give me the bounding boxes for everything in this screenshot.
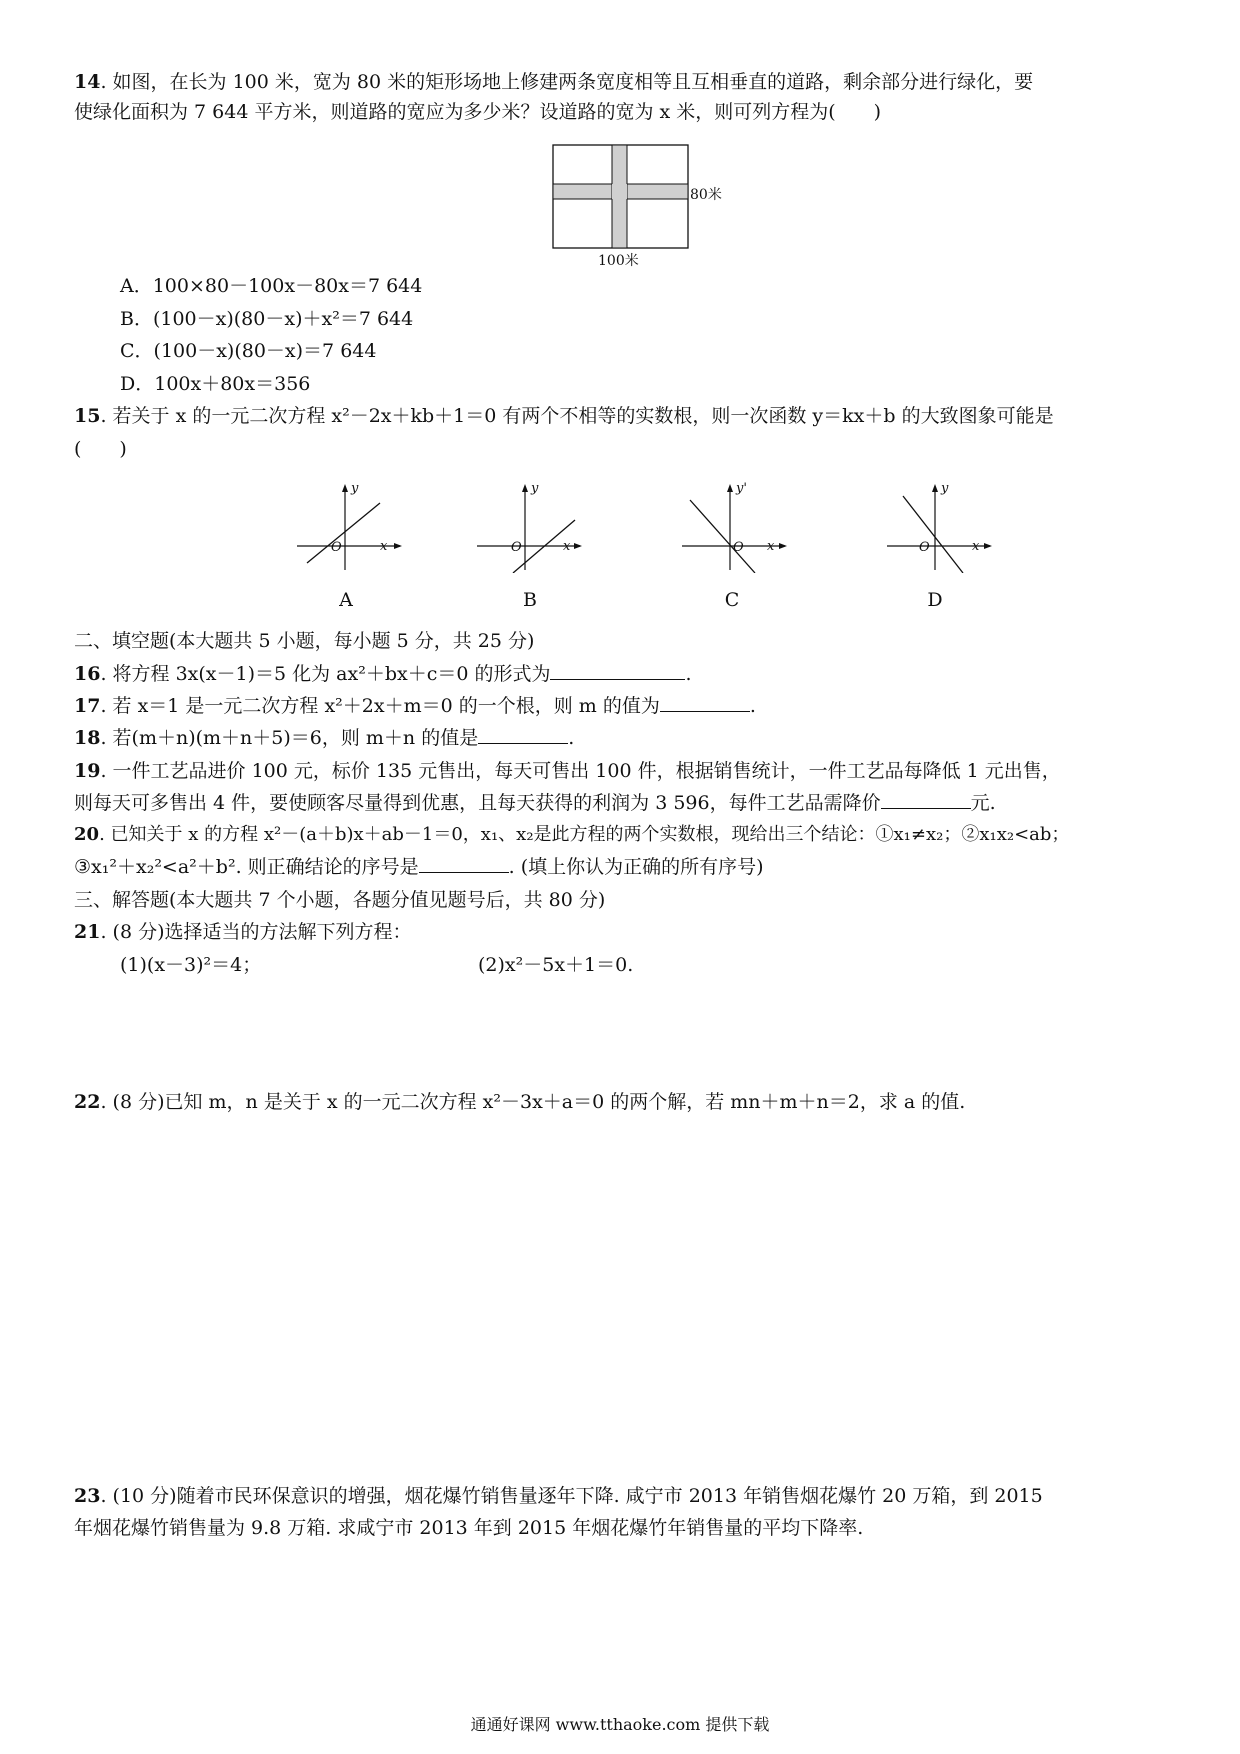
q16-tail: .	[685, 663, 692, 685]
q20-answer-blank[interactable]	[419, 854, 509, 873]
q17-text: . 若 x＝1 是一元二次方程 x²＋2x＋m＝0 的一个根，则 m 的值为	[100, 695, 660, 717]
q19-answer-blank[interactable]	[881, 790, 971, 809]
q21	[74, 918, 412, 946]
q15-graph-b-x-label: x	[563, 539, 571, 554]
q14-width-label: 80米	[690, 187, 722, 203]
q16-text: . 将方程 3x(x－1)＝5 化为 ax²＋bx＋c＝0 的形式为	[100, 663, 551, 685]
q15-graph-d-y-label: y	[941, 481, 949, 496]
q22-text: . (8 分)已知 m，n 是关于 x 的一元二次方程 x²－3x＋a＝0 的两个解，若 mn＋m＋n＝2，求 a 的值.	[100, 1091, 966, 1113]
q14-option-c: C．(100－x)(80－x)＝7 644	[120, 340, 377, 362]
q21-number: 21	[74, 921, 101, 943]
q18-text: . 若(m＋n)(m＋n＋5)＝6，则 m＋n 的值是	[100, 727, 479, 749]
q15-graph-c-origin: O	[733, 540, 744, 555]
q14-number: 14	[74, 71, 101, 93]
q14-text1: . 如图，在长为 100 米，宽为 80 米的矩形场地上修建两条宽度相等且互相垂直的道路，剩余部分进行绿化，要	[100, 71, 1034, 93]
q15-graph-d-x-label: x	[972, 539, 980, 554]
q20-line2	[74, 853, 764, 881]
q15-graph-c-x-label: x	[767, 539, 775, 554]
q15-graph-b-origin: O	[511, 540, 522, 555]
q18-number: 18	[74, 727, 101, 749]
q19-text1: . 一件工艺品进价 100 元，标价 135 元售出，每天可售出 100 件，根据销售统计，一件工艺品每降低 1 元出售，	[100, 760, 1061, 782]
q20-text1: . 已知关于 x 的方程 x²－(a＋b)x＋ab－1＝0，x₁、x₂是此方程的两个实数根，现给出三个结论：①x₁≠x₂；②x₁x₂<ab；	[99, 824, 1070, 845]
q17	[74, 692, 756, 720]
q17-tail: .	[749, 695, 756, 717]
q19-line2	[74, 789, 996, 817]
q15-line2: ( )	[74, 438, 127, 460]
q23-line1	[74, 1482, 1043, 1510]
q16-number: 16	[74, 663, 101, 685]
q15-graph-d-label: D	[927, 589, 943, 611]
q20-text2: ③x₁²＋x₂²<a²＋b². 则正确结论的序号是	[74, 856, 419, 878]
section-2-heading: 二、填空题(本大题共 5 小题，每小题 5 分，共 25 分)	[74, 630, 535, 652]
q15-graph-c-label: C	[724, 589, 740, 611]
q14-option-d: D．100x＋80x＝356	[120, 373, 311, 395]
q15-line1	[74, 402, 1054, 430]
q15-graph-b-label: B	[523, 589, 537, 611]
q19-text2: 则每天可多售出 4 件，要使顾客尽量得到优惠，且每天获得的利润为 3 596，每件工艺品需降价	[74, 792, 881, 814]
q16-answer-blank[interactable]	[550, 661, 685, 680]
q14-rectangle-figure	[548, 140, 708, 265]
q21-text: . (8 分)选择适当的方法解下列方程：	[100, 921, 412, 943]
q15-number: 15	[74, 405, 101, 427]
q20-line1	[74, 821, 1069, 849]
q15-graph-a-origin: O	[331, 540, 342, 555]
q19-line1	[74, 757, 1061, 785]
q20-tail: . (填上你认为正确的所有序号)	[508, 856, 764, 878]
q22-number: 22	[74, 1091, 101, 1113]
q18	[74, 724, 574, 752]
section-3-heading: 三、解答题(本大题共 7 个小题，各题分值见题号后，共 80 分)	[74, 889, 606, 911]
q22	[74, 1088, 965, 1116]
q15-text1: . 若关于 x 的一元二次方程 x²－2x＋kb＋1＝0 有两个不相等的实数根，则一次函数 y＝kx＋b 的大致图象可能是	[100, 405, 1054, 427]
q15-graph-c-y-label: y'	[736, 481, 747, 496]
q15-graph-a-x-label: x	[380, 539, 388, 554]
q15-graph-d-origin: O	[919, 540, 930, 555]
q20-number: 20	[74, 824, 100, 845]
q15-graph-b-y-label: y	[531, 481, 539, 496]
q18-answer-blank[interactable]	[478, 725, 568, 744]
q23-line2: 年烟花爆竹销售量为 9.8 万箱. 求咸宁市 2013 年到 2015 年烟花爆竹年销售量的平均下降率.	[74, 1517, 864, 1539]
q14-line1	[74, 68, 1033, 96]
q14-line2: 使绿化面积为 7 644 平方米，则道路的宽应为多少米？设道路的宽为 x 米，则可列方程为( )	[74, 101, 882, 123]
q18-tail: .	[568, 727, 575, 749]
q23-number: 23	[74, 1485, 101, 1507]
q14-length-label: 100米	[598, 253, 639, 269]
q21-part1: (1)(x－3)²＝4；	[120, 954, 262, 976]
q14-option-b: B．(100－x)(80－x)＋x²＝7 644	[120, 308, 414, 330]
q16	[74, 660, 692, 688]
q19-tail: 元.	[970, 792, 996, 814]
q23-text1: . (10 分)随着市民环保意识的增强，烟花爆竹销售量逐年下降. 咸宁市 2013 年销售烟花爆竹 20 万箱，到 2015	[100, 1485, 1043, 1507]
q17-answer-blank[interactable]	[660, 693, 750, 712]
q14-option-a: A．100×80－100x－80x＝7 644	[120, 275, 423, 297]
q15-graph-a-y-label: y	[351, 481, 359, 496]
q21-part2: (2)x²－5x＋1＝0.	[478, 954, 634, 976]
q19-number: 19	[74, 760, 101, 782]
q17-number: 17	[74, 695, 101, 717]
footer-credit: 通通好课网 www.tthaoke.com 提供下载	[470, 1715, 770, 1734]
q15-graph-a-label: A	[339, 589, 353, 611]
